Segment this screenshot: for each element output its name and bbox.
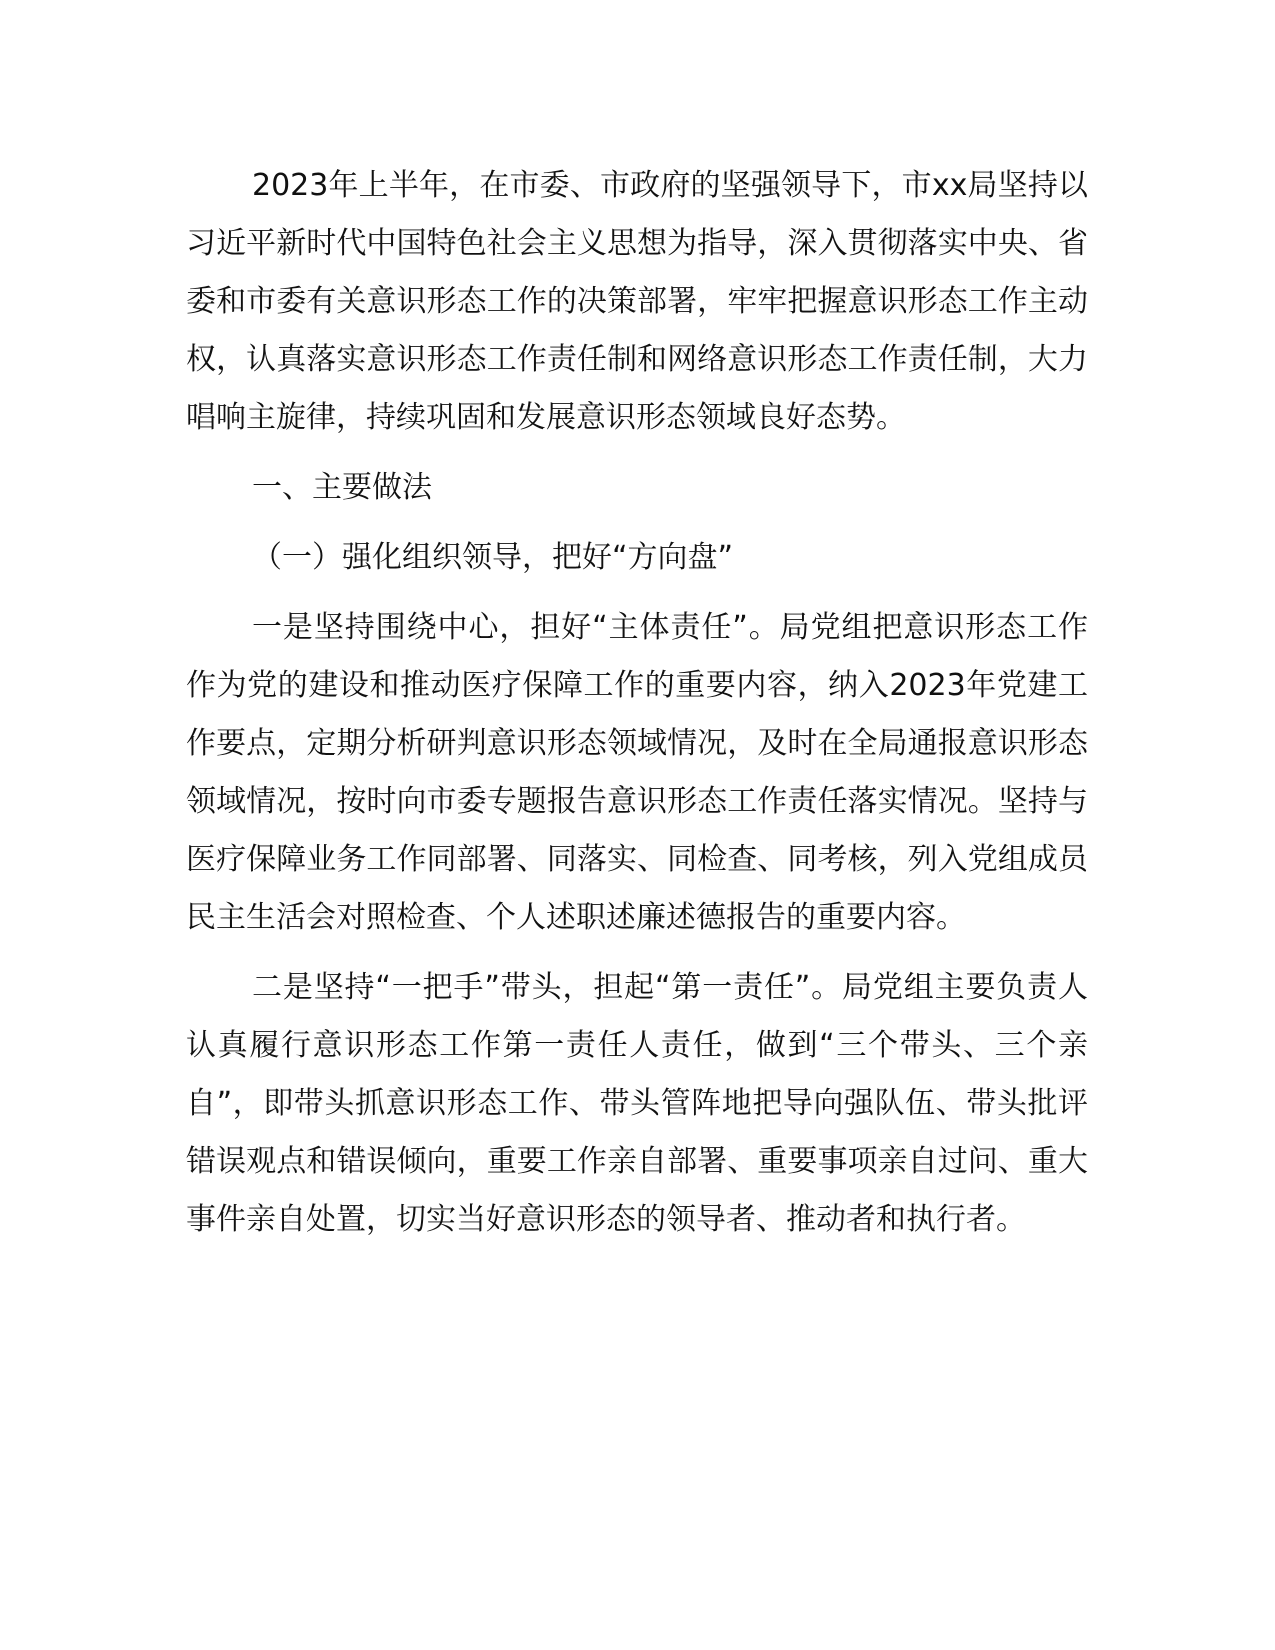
section-heading: 一、主要做法 (252, 470, 432, 505)
intro-paragraph: 2023年上半年，在市委、市政府的坚强领导下，市xx局坚持以习近平新时代中国特色社会主义思想为指导，深入贯彻落实中央、省委和市委有关意识形态工作的决策部署，牢牢把握意识形态工作主动权，认真落实意识形态工作责任制和网络意识形态工作责任制，大力唱响主旋律，持续巩固和发展意识形态领域良好态势。 (186, 168, 1088, 435)
paragraph-2: 二是坚持“一把手”带头，担起“第一责任”。局党组主要负责人认真履行意识形态工作第一责任人责任，做到“三个带头、三个亲自”，即带头抓意识形态工作、带头管阵地把导向强队伍、带头批评错误观点和错误倾向，重要工作亲自部署、重要事项亲自过问、重大事件亲自处置，切实当好意识形态的领导者、推动者和执行者。 (186, 970, 1088, 1237)
document-body (186, 157, 1088, 1261)
paragraph-1: 一是坚持围绕中心，担好“主体责任”。局党组把意识形态工作作为党的建设和推动医疗保障工作的重要内容，纳入2023年党建工作要点，定期分析研判意识形态领域情况，及时在全局通报意识形态领域情况，按时向市委专题报告意识形态工作责任落实情况。坚持与医疗保障业务工作同部署、同落实、同检查、同考核，列入党组成员民主生活会对照检查、个人述职述廉述德报告的重要内容。 (186, 610, 1088, 935)
subsection-heading: （一）强化组织领导，把好“方向盘” (252, 540, 734, 575)
